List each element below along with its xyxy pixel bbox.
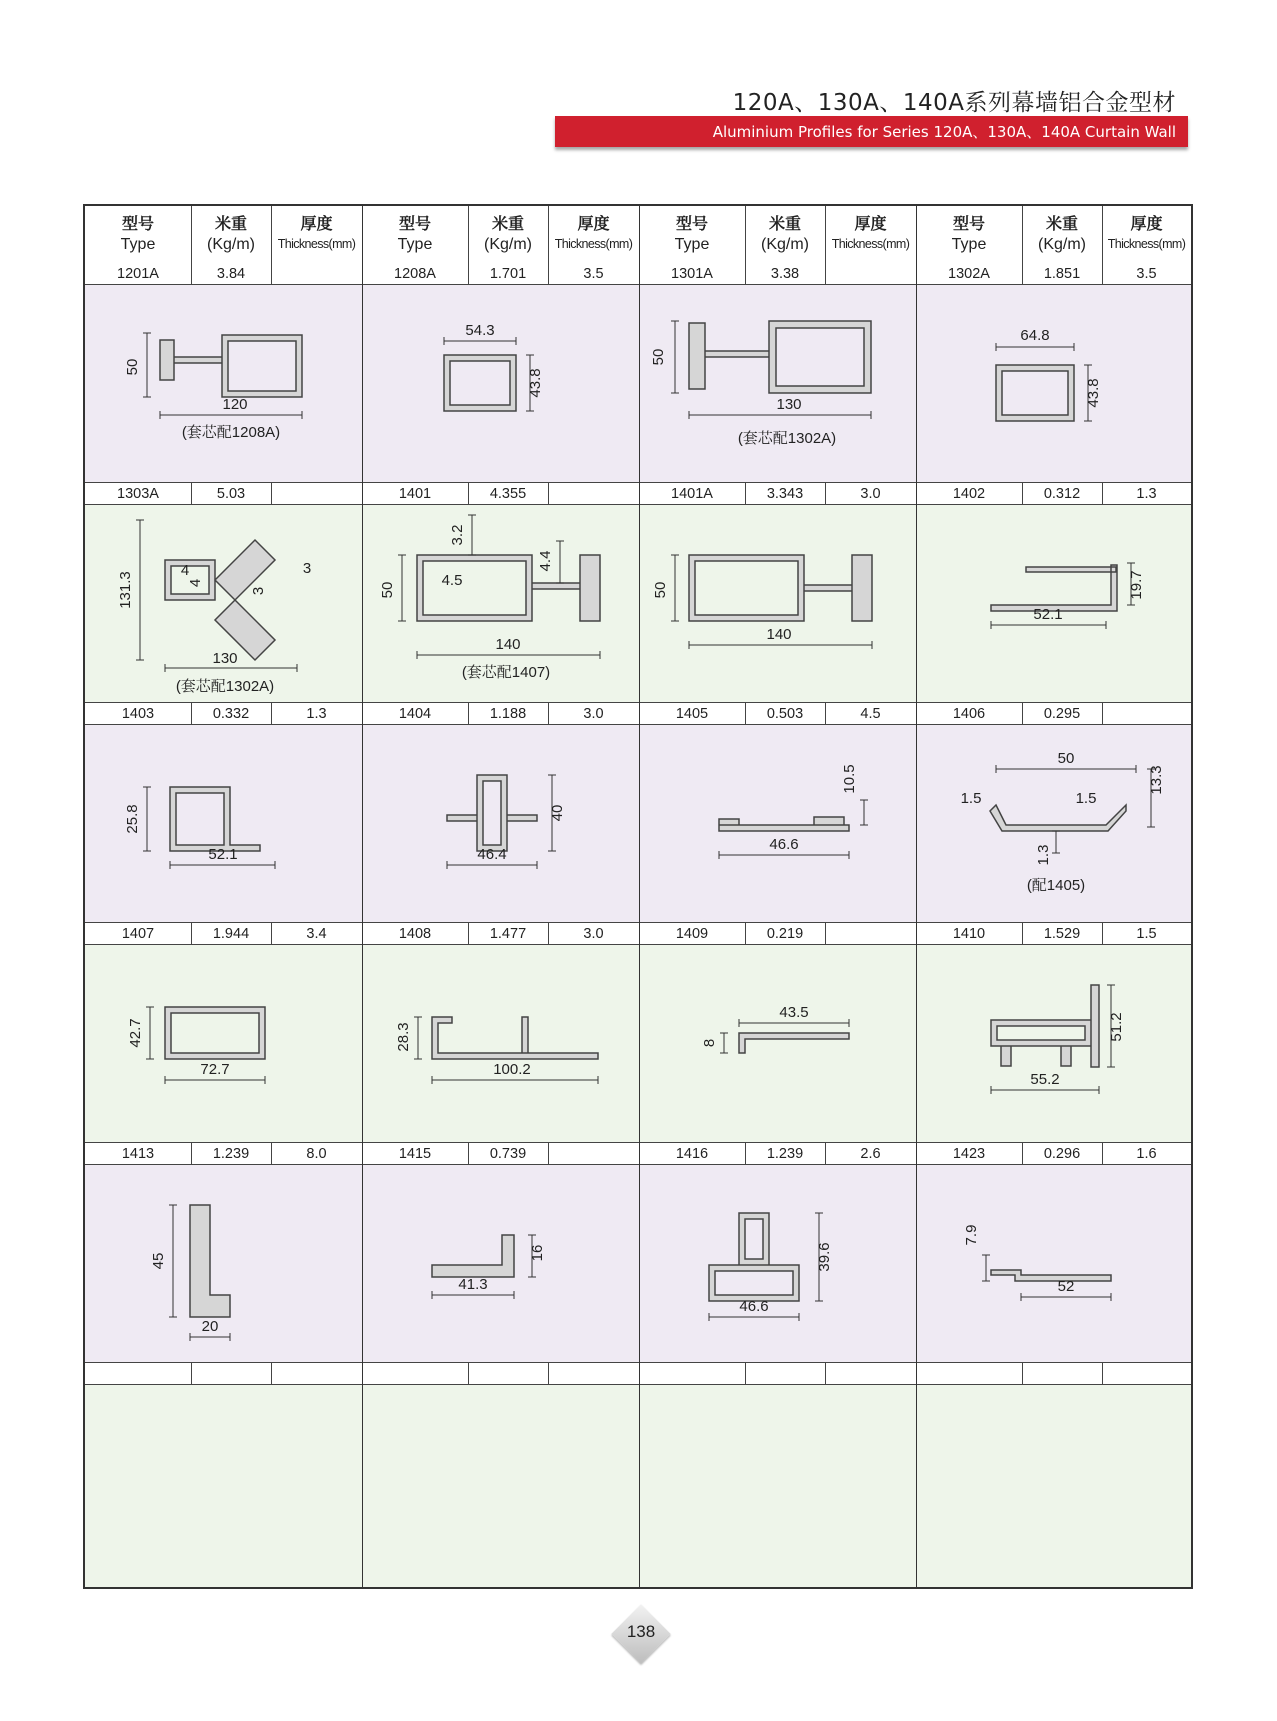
dim-label: 16: [529, 1244, 546, 1262]
profile-thickness-cell: 8.0: [271, 1143, 362, 1165]
column-divider: [548, 483, 549, 505]
header-type: 型号 Type: [674, 214, 710, 253]
profile-weight-cell: 1.529: [1022, 923, 1102, 945]
profile-type-cell: 1401A: [639, 483, 745, 505]
profile-thickness-cell: 3.0: [825, 483, 916, 505]
dim-width-label: 43.5: [779, 1004, 809, 1021]
profile-drawing: [362, 725, 639, 923]
dim-height-label: 42.7: [127, 1018, 144, 1048]
column-divider: [271, 206, 272, 285]
profile-type-cell: 1405: [639, 703, 745, 725]
dim-height-label: 50: [652, 581, 669, 599]
profile-type-cell: 1302A: [916, 263, 1022, 285]
empty-drawing-cell: [639, 1385, 916, 1587]
dim-label: 3: [302, 560, 312, 577]
profile-weight-cell: 0.503: [745, 703, 825, 725]
profile-thickness-cell: [271, 483, 362, 505]
profile-drawing: [639, 1165, 916, 1363]
profile-type-cell: 1416: [639, 1143, 745, 1165]
dim-width-label: 54.3: [465, 322, 495, 339]
dim-height-label: 28.3: [395, 1022, 412, 1052]
dim-width-label: 140: [766, 626, 792, 643]
profile-drawing: [85, 285, 362, 483]
profile-1403-shape: [170, 787, 260, 851]
column-divider: [1022, 206, 1023, 285]
column-divider: [468, 923, 469, 945]
column-divider: [191, 483, 192, 505]
profile-note: (套芯配1407): [461, 664, 551, 681]
profile-thickness-cell: 4.5: [825, 703, 916, 725]
profile-drawing: [639, 505, 916, 703]
profile-1410-shape: [991, 985, 1099, 1067]
profile-1416-shape: [709, 1213, 799, 1301]
column-divider: [1102, 1143, 1103, 1165]
column-divider: [191, 206, 192, 285]
profile-type-cell: 1415: [362, 1143, 468, 1165]
profile-weight-cell: 1.477: [468, 923, 548, 945]
column-divider: [271, 483, 272, 505]
profile-weight-cell: 0.312: [1022, 483, 1102, 505]
header-thickness: 厚度 Thickness(mm): [554, 214, 633, 251]
profile-1408-shape: [432, 1017, 598, 1059]
profile-1208a-shape: [444, 355, 516, 411]
dim-label: 3: [250, 586, 267, 596]
column-divider: [1022, 923, 1023, 945]
profile-type-cell: 1403: [85, 703, 191, 725]
profile-thickness-cell: [1102, 703, 1191, 725]
profile-drawing: [639, 285, 916, 483]
profile-drawing: [362, 1165, 639, 1363]
profile-type-cell: 1410: [916, 923, 1022, 945]
header-weight: 米重 (Kg/m): [484, 214, 532, 253]
column-divider: [825, 483, 826, 505]
dim-height-label: 40: [549, 804, 566, 822]
empty-cell: [85, 1363, 191, 1385]
profile-thickness-cell: 2.6: [825, 1143, 916, 1165]
title-banner: [555, 116, 1188, 147]
profile-drawing: [362, 505, 639, 703]
profile-thickness-cell: [271, 263, 362, 285]
column-divider: [468, 206, 469, 285]
dim-height-label: 50: [124, 358, 141, 376]
dim-height-label: 131.3: [117, 571, 134, 609]
profile-thickness-cell: 1.3: [1102, 483, 1191, 505]
profile-weight-cell: 5.03: [191, 483, 271, 505]
header-type: 型号 Type: [120, 214, 156, 253]
column-divider: [468, 483, 469, 505]
profile-type-cell: 1408: [362, 923, 468, 945]
dim-width-label: 120: [222, 396, 248, 413]
page-title-en: Aluminium Profiles for Series 120A、130A、140A Curtain Wall: [712, 123, 1176, 141]
column-divider: [745, 703, 746, 725]
profile-1415-shape: [432, 1235, 514, 1277]
profile-type-cell: 1423: [916, 1143, 1022, 1165]
dim-label: 1.5: [1075, 790, 1097, 807]
dim-width-label: 46.4: [477, 846, 507, 863]
dim-label: 8: [701, 1038, 718, 1048]
dim-width-label: 140: [495, 636, 521, 653]
column-divider: [825, 1363, 826, 1385]
dim-height-label: 50: [379, 581, 396, 599]
profile-thickness-cell: 3.0: [548, 703, 639, 725]
header-type: 型号 Type: [951, 214, 987, 253]
profile-drawing: [916, 505, 1191, 703]
column-divider: [191, 923, 192, 945]
column-divider: [468, 703, 469, 725]
dim-label: 13.3: [1148, 765, 1165, 795]
profile-1409-shape: [739, 1033, 849, 1053]
profile-weight-cell: 4.355: [468, 483, 548, 505]
column-divider: [1102, 703, 1103, 725]
profile-1413-shape: [190, 1205, 230, 1317]
profile-1302a-shape: [996, 365, 1074, 421]
dim-label: 4.4: [537, 550, 554, 572]
column-divider: [548, 1143, 549, 1165]
column-divider: [1102, 483, 1103, 505]
dim-width-label: 52: [1057, 1278, 1075, 1295]
profile-1405-shape: [719, 817, 849, 831]
column-divider: [825, 1143, 826, 1165]
dim-width-label: 130: [776, 396, 802, 413]
column-divider: [745, 483, 746, 505]
profile-thickness-cell: 3.0: [548, 923, 639, 945]
profile-thickness-cell: 1.6: [1102, 1143, 1191, 1165]
column-divider: [548, 1363, 549, 1385]
column-divider: [362, 206, 363, 1587]
profile-drawing: [85, 725, 362, 923]
column-divider: [825, 703, 826, 725]
column-divider: [1102, 923, 1103, 945]
dim-label: 7.9: [963, 1224, 980, 1246]
column-divider: [1022, 483, 1023, 505]
header-thickness: 厚度 Thickness(mm): [831, 214, 910, 251]
table-header: [85, 206, 1191, 264]
profile-weight-cell: 1.851: [1022, 263, 1102, 285]
empty-cell: [271, 1363, 362, 1385]
column-divider: [745, 923, 746, 945]
profile-drawing: [916, 285, 1191, 483]
profile-thickness-cell: 1.3: [271, 703, 362, 725]
profile-thickness-cell: 3.5: [548, 263, 639, 285]
dim-label: 3.2: [449, 524, 466, 546]
dim-height-label: 43.8: [527, 368, 544, 398]
column-divider: [745, 1363, 746, 1385]
profile-type-cell: 1409: [639, 923, 745, 945]
column-divider: [745, 206, 746, 285]
empty-cell: [548, 1363, 639, 1385]
profile-thickness-cell: 3.5: [1102, 263, 1191, 285]
profile-type-cell: 1402: [916, 483, 1022, 505]
profile-type-cell: 1407: [85, 923, 191, 945]
profile-drawing: [85, 505, 362, 703]
column-divider: [468, 1363, 469, 1385]
dim-label: 1.3: [1035, 844, 1052, 866]
profile-drawing: [639, 725, 916, 923]
dim-width-label: 41.3: [458, 1276, 488, 1293]
profile-drawing: [916, 725, 1191, 923]
profile-thickness-cell: [825, 263, 916, 285]
dim-width-label: 52.1: [1033, 606, 1063, 623]
profile-type-cell: 1413: [85, 1143, 191, 1165]
profile-type-cell: 1303A: [85, 483, 191, 505]
column-divider: [191, 1363, 192, 1385]
empty-cell: [362, 1363, 468, 1385]
profile-weight-cell: 1.701: [468, 263, 548, 285]
column-divider: [271, 1143, 272, 1165]
dim-height-label: 43.8: [1085, 378, 1102, 408]
empty-cell: [639, 1363, 745, 1385]
dim-height-label: 50: [650, 348, 667, 366]
column-divider: [191, 703, 192, 725]
dim-label: 10.5: [841, 764, 858, 794]
dim-width-label: 46.6: [769, 836, 799, 853]
empty-cell: [1022, 1363, 1102, 1385]
dim-width-label: 20: [201, 1318, 219, 1335]
profile-catalog-table: [83, 204, 1193, 1589]
empty-cell: [1102, 1363, 1191, 1385]
column-divider: [191, 1143, 192, 1165]
profile-thickness-cell: [548, 483, 639, 505]
header-weight: 米重 (Kg/m): [1038, 214, 1086, 253]
profile-weight-cell: 3.343: [745, 483, 825, 505]
profile-1402-shape: [991, 565, 1117, 611]
profile-drawing: [916, 1165, 1191, 1363]
dim-width-label: 46.6: [739, 1298, 769, 1315]
dim-label: 1.5: [960, 790, 982, 807]
empty-drawing-cell: [85, 1385, 362, 1587]
empty-drawing-cell: [916, 1385, 1191, 1587]
page-number: 138: [626, 1622, 656, 1641]
column-divider: [825, 923, 826, 945]
column-divider: [271, 1363, 272, 1385]
profile-drawing: [916, 945, 1191, 1143]
dim-label: 4: [180, 562, 190, 579]
dim-width-label: 100.2: [493, 1061, 531, 1078]
column-divider: [468, 1143, 469, 1165]
profile-thickness-cell: [825, 923, 916, 945]
dim-width-label: 72.7: [200, 1061, 230, 1078]
profile-type-cell: 1404: [362, 703, 468, 725]
profile-1303a-shape: [165, 540, 275, 660]
dim-height-label: 19.7: [1128, 570, 1145, 600]
column-divider: [1102, 1363, 1103, 1385]
profile-weight-cell: 1.239: [745, 1143, 825, 1165]
column-divider: [1102, 206, 1103, 285]
profile-type-cell: 1201A: [85, 263, 191, 285]
profile-1201a-shape: [160, 335, 302, 397]
profile-type-cell: 1401: [362, 483, 468, 505]
column-divider: [271, 923, 272, 945]
profile-weight-cell: 0.219: [745, 923, 825, 945]
profile-note: (套芯配1302A): [175, 678, 275, 695]
column-divider: [1022, 1143, 1023, 1165]
profile-type-cell: 1406: [916, 703, 1022, 725]
column-divider: [548, 703, 549, 725]
dim-height-label: 45: [150, 1252, 167, 1270]
header-type: 型号 Type: [397, 214, 433, 253]
empty-cell: [468, 1363, 548, 1385]
profile-1301a-shape: [689, 321, 871, 393]
column-divider: [825, 206, 826, 285]
column-divider: [916, 206, 917, 1587]
profile-drawing: [85, 1165, 362, 1363]
header-weight: 米重 (Kg/m): [207, 214, 255, 253]
profile-note: (配1405): [1026, 877, 1086, 894]
profile-weight-cell: 3.84: [191, 263, 271, 285]
profile-thickness-cell: 1.5: [1102, 923, 1191, 945]
header-thickness: 厚度 Thickness(mm): [277, 214, 356, 251]
empty-cell: [825, 1363, 916, 1385]
dim-label: 4.5: [441, 572, 463, 589]
column-divider: [1022, 703, 1023, 725]
dim-width-label: 130: [212, 650, 238, 667]
profile-1407-shape: [165, 1007, 265, 1059]
dim-width-label: 55.2: [1030, 1071, 1060, 1088]
profile-weight-cell: 0.332: [191, 703, 271, 725]
profile-note: (套芯配1208A): [181, 424, 281, 441]
dim-height-label: 39.6: [816, 1242, 833, 1272]
profile-drawing: [85, 945, 362, 1143]
page-title-cn: 120A、130A、140A系列幕墙铝合金型材: [732, 90, 1176, 116]
profile-weight-cell: 0.739: [468, 1143, 548, 1165]
dim-label: 4: [187, 578, 204, 588]
header-thickness: 厚度 Thickness(mm): [1107, 214, 1186, 251]
profile-note: (套芯配1302A): [737, 430, 837, 447]
column-divider: [271, 703, 272, 725]
dim-width-label: 50: [1057, 750, 1075, 767]
dim-height-label: 25.8: [124, 804, 141, 834]
profile-type-cell: 1301A: [639, 263, 745, 285]
dim-width-label: 64.8: [1020, 327, 1050, 344]
profile-weight-cell: 1.944: [191, 923, 271, 945]
profile-drawing: [362, 945, 639, 1143]
profile-weight-cell: 1.188: [468, 703, 548, 725]
column-divider: [548, 206, 549, 285]
empty-drawing-cell: [362, 1385, 639, 1587]
profile-1401a-shape: [689, 555, 872, 621]
profile-weight-cell: 1.239: [191, 1143, 271, 1165]
profile-drawing: [639, 945, 916, 1143]
profile-weight-cell: 3.38: [745, 263, 825, 285]
profile-weight-cell: 0.295: [1022, 703, 1102, 725]
profile-1406-shape: [990, 805, 1126, 831]
profile-drawing: [362, 285, 639, 483]
empty-cell: [916, 1363, 1022, 1385]
profile-thickness-cell: [548, 1143, 639, 1165]
column-divider: [548, 923, 549, 945]
profile-1404-shape: [447, 775, 537, 851]
profile-thickness-cell: 3.4: [271, 923, 362, 945]
column-divider: [1022, 1363, 1023, 1385]
profile-weight-cell: 0.296: [1022, 1143, 1102, 1165]
dim-width-label: 52.1: [208, 846, 238, 863]
column-divider: [745, 1143, 746, 1165]
empty-cell: [191, 1363, 271, 1385]
header-weight: 米重 (Kg/m): [761, 214, 809, 253]
profile-type-cell: 1208A: [362, 263, 468, 285]
column-divider: [639, 206, 640, 1587]
dim-height-label: 51.2: [1108, 1012, 1125, 1042]
empty-cell: [745, 1363, 825, 1385]
profile-1423-shape: [991, 1270, 1111, 1281]
